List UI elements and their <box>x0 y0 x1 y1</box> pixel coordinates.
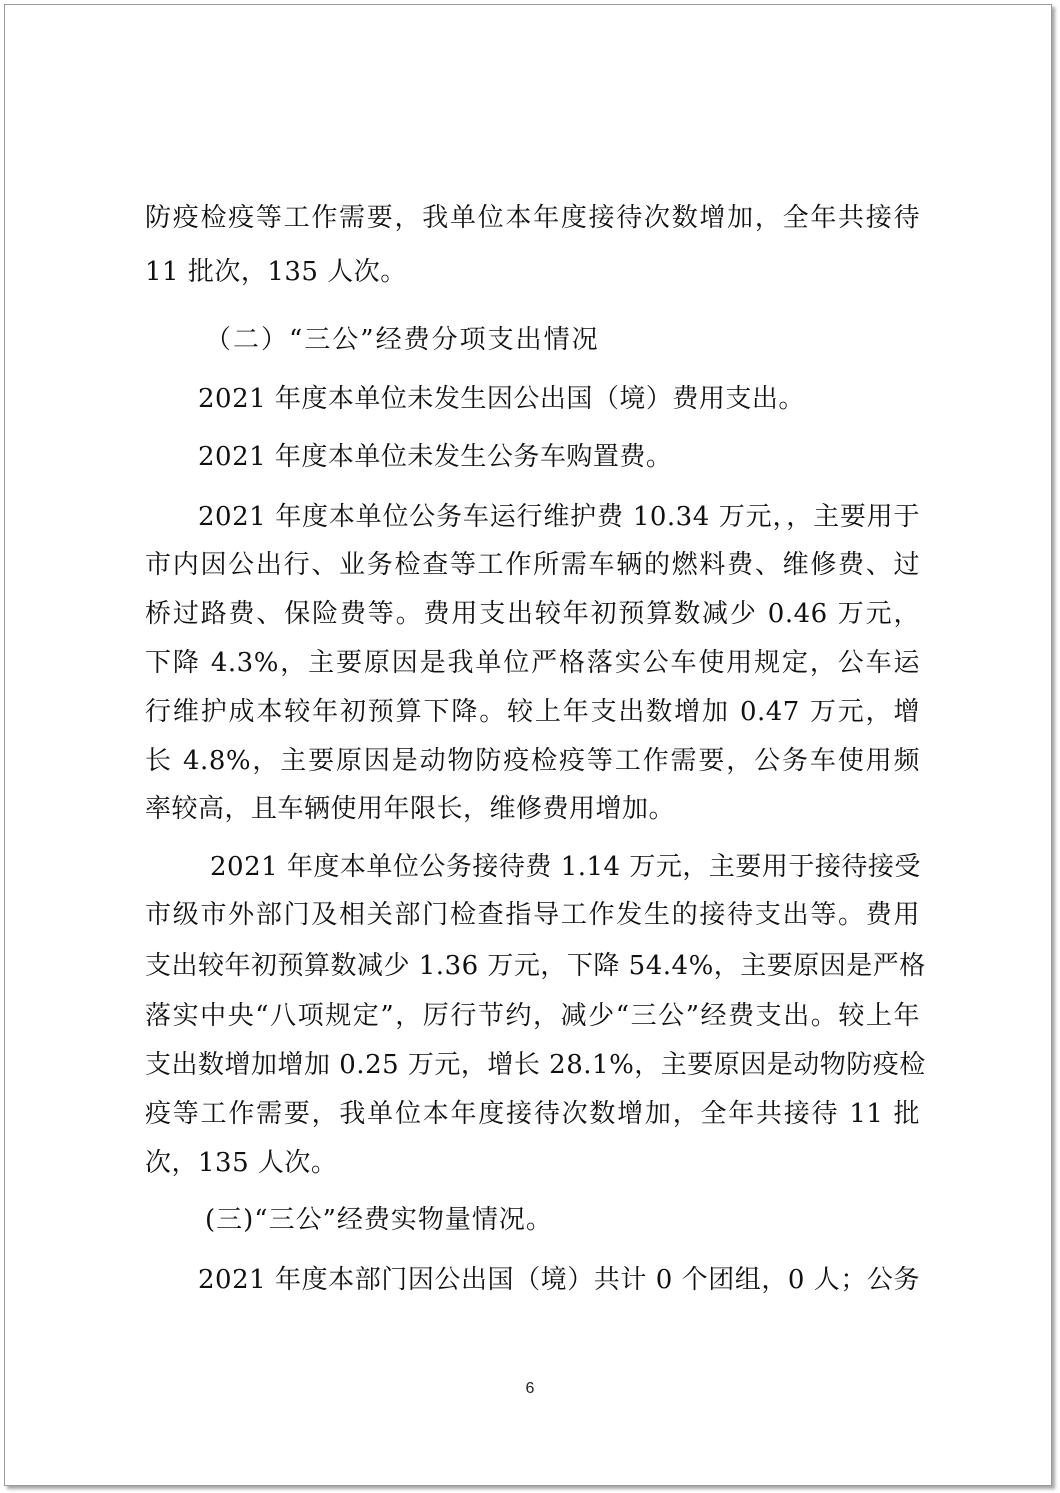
paragraph-line: 2021 年度本单位未发生因公出国（境）费用支出。 <box>198 384 805 414</box>
section-heading-2: （二）“三公”经费分项支出情况 <box>205 325 600 355</box>
paragraph-line: 支出数增加增加 0.25 万元，增长 28.1%，主要原因是动物防疫检 <box>145 1050 926 1080</box>
paragraph-line: 2021 年度本单位公务接待费 1.14 万元，主要用于接待接受 <box>210 852 921 882</box>
page-number: 6 <box>525 1380 535 1397</box>
paragraph-line: 次，135 人次。 <box>145 1148 338 1178</box>
section-heading-3: (三)“三公”经费实物量情况。 <box>205 1205 553 1235</box>
paragraph-line: 市级市外部门及相关部门检查指导工作发生的接待支出等。费用 <box>145 900 920 930</box>
paragraph-line: 2021 年度本单位公务车运行维护费 10.34 万元，，主要用于 <box>198 502 920 532</box>
paragraph-line: 行维护成本较年初预算下降。较上年支出数增加 0.47 万元，增 <box>145 697 920 727</box>
paragraph-line: 2021 年度本部门因公出国（境）共计 0 个团组，0 人；公务 <box>198 1265 920 1295</box>
paragraph-line: 支出较年初预算数减少 1.36 万元，下降 54.4%，主要原因是严格 <box>145 951 926 981</box>
paragraph-line: 桥过路费、保险费等。费用支出较年初预算数减少 0.46 万元， <box>145 599 920 629</box>
paragraph-line: 11 批次，135 人次。 <box>145 257 407 287</box>
paragraph-line: 2021 年度本单位未发生公务车购置费。 <box>198 442 673 472</box>
paragraph-line: 长 4.8%，主要原因是动物防疫检疫等工作需要，公务车使用频 <box>145 746 920 776</box>
paragraph-line: 防疫检疫等工作需要，我单位本年度接待次数增加，全年共接待 <box>145 203 920 233</box>
paragraph-line: 落实中央“八项规定”，厉行节约，减少“三公”经费支出。较上年 <box>145 1001 920 1031</box>
paragraph-line: 下降 4.3%，主要原因是我单位严格落实公车使用规定，公车运 <box>145 648 920 678</box>
paragraph-line: 疫等工作需要，我单位本年度接待次数增加，全年共接待 11 批 <box>145 1099 920 1129</box>
paragraph-line: 市内因公出行、业务检查等工作所需车辆的燃料费、维修费、过 <box>145 550 920 580</box>
paragraph-line: 率较高，且车辆使用年限长，维修费用增加。 <box>145 794 676 824</box>
